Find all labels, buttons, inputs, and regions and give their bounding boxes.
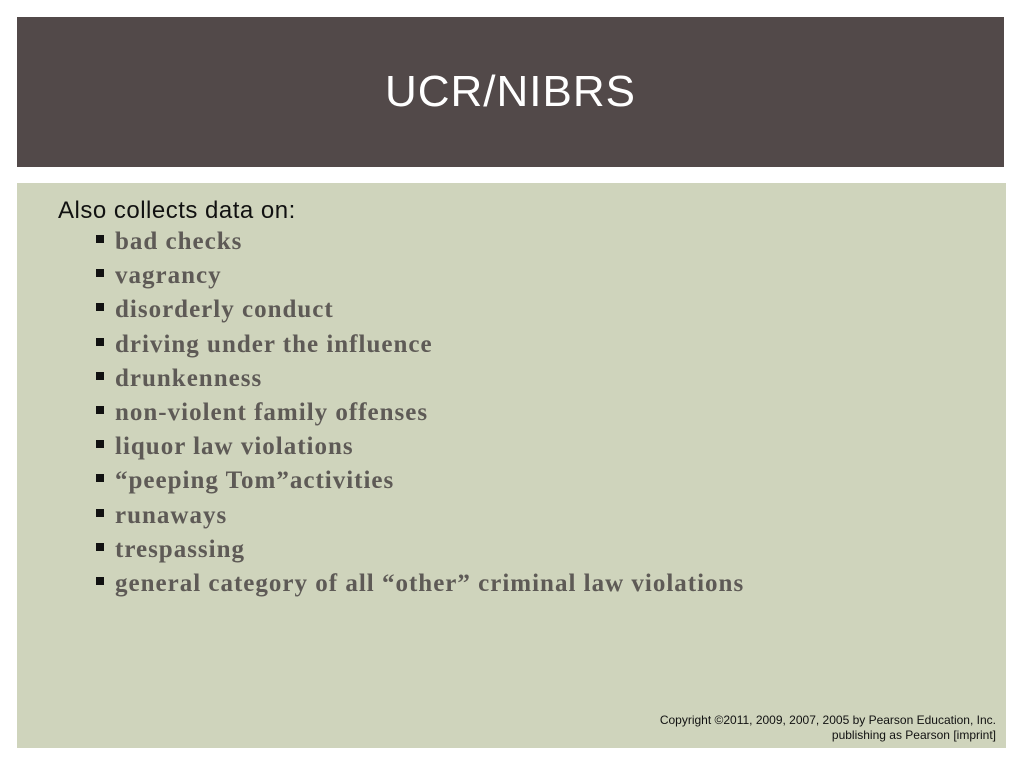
slide-title: UCR/NIBRS <box>384 67 637 116</box>
bullet-text: trespassing <box>115 535 246 563</box>
list-item <box>96 433 744 467</box>
square-bullet-icon <box>96 474 104 482</box>
square-bullet-icon <box>96 338 104 346</box>
content-panel <box>17 183 1006 748</box>
copyright-line: Copyright ©2011, 2009, 2007, 2005 by Pearson Education, Inc. <box>659 713 996 727</box>
bullet-list <box>96 228 744 604</box>
publisher-line: publishing as Pearson [imprint] <box>831 728 996 742</box>
list-item <box>96 467 744 501</box>
list-item <box>96 228 744 262</box>
bullet-text: runaways <box>115 501 228 529</box>
square-bullet-icon <box>96 509 104 517</box>
bullet-text: non-violent family offenses <box>115 398 429 426</box>
bullet-text: driving under the influence <box>115 330 433 358</box>
bullet-text: bad checks <box>115 228 243 255</box>
square-bullet-icon <box>96 303 104 311</box>
list-item <box>96 331 744 365</box>
copyright-notice <box>660 713 996 743</box>
list-item <box>96 502 744 536</box>
square-bullet-icon <box>96 406 104 414</box>
square-bullet-icon <box>96 440 104 448</box>
bullet-text: drunkenness <box>115 364 263 392</box>
square-bullet-icon <box>96 577 104 585</box>
bullet-text: vagrancy <box>115 262 222 290</box>
list-item <box>96 570 744 604</box>
bullet-text: general category of all “other” criminal law violations <box>115 569 745 597</box>
list-item <box>96 262 744 296</box>
list-item <box>96 399 744 433</box>
bullet-text: liquor law violations <box>115 433 354 461</box>
square-bullet-icon <box>96 372 104 380</box>
intro-text: Also collects data on: <box>58 197 296 224</box>
bullet-text: disorderly conduct <box>115 296 334 324</box>
list-item <box>96 365 744 399</box>
square-bullet-icon <box>96 235 104 243</box>
square-bullet-icon <box>96 269 104 277</box>
list-item <box>96 296 744 330</box>
list-item <box>96 536 744 570</box>
square-bullet-icon <box>96 543 104 551</box>
bullet-text: “peeping Tom”activities <box>115 467 395 495</box>
title-bar <box>17 17 1004 167</box>
